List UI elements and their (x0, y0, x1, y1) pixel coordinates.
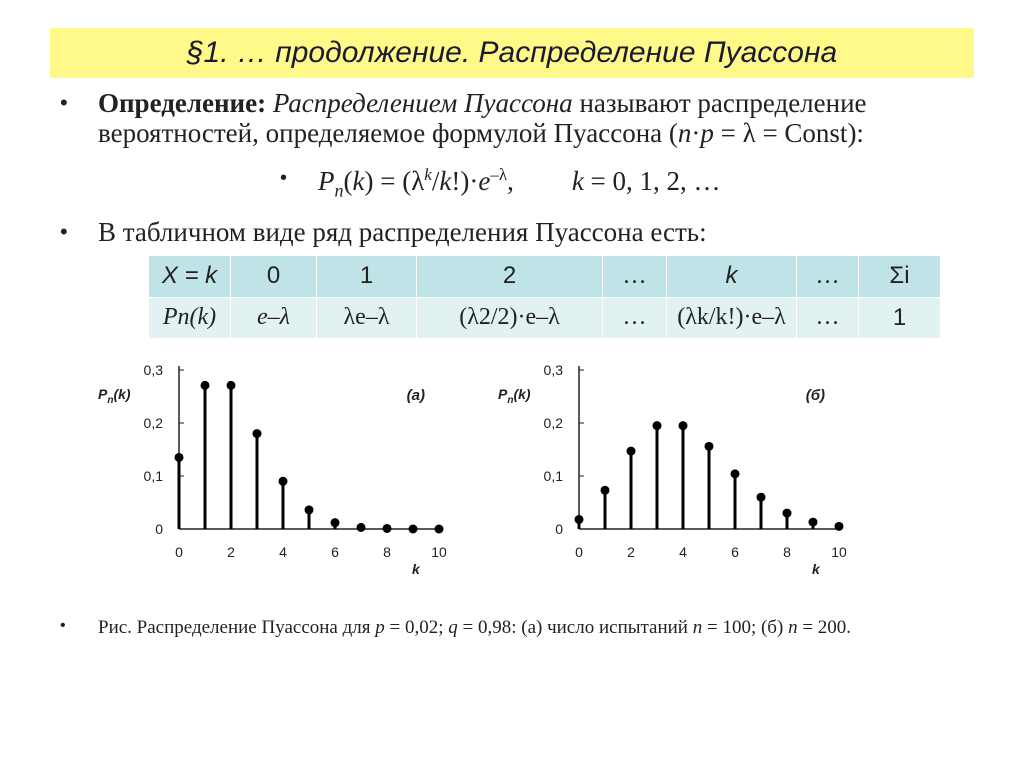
formula-kfact: k (439, 166, 452, 196)
data-point (757, 493, 766, 502)
data-point (279, 477, 288, 486)
definition-term: Распределением Пуассона (272, 88, 573, 118)
formula-slash: / (431, 166, 440, 196)
header-cell-sum: Σi (859, 256, 941, 298)
x-tick-label: 10 (831, 544, 847, 560)
bullet-icon: • (60, 617, 66, 634)
formula-p: P (318, 166, 335, 196)
bullet-icon: • (280, 167, 288, 189)
value-cell: … (797, 297, 859, 339)
data-point (357, 523, 366, 532)
x-tick-label: 10 (431, 544, 447, 560)
header-cell: … (603, 256, 667, 298)
formula-sub-n: n (334, 180, 344, 201)
formula-k-range-var: k (571, 166, 584, 196)
y-tick-label: 0,3 (143, 362, 163, 378)
data-point (227, 381, 236, 390)
y-tick-label: 0,1 (543, 468, 563, 484)
x-tick-label: 2 (227, 544, 235, 560)
row-label-cell: Pn(k) (149, 297, 231, 339)
data-point (175, 453, 184, 462)
x-tick-label: 0 (575, 544, 583, 560)
header-cell-x: X = k (149, 256, 231, 298)
table-intro (60, 217, 968, 247)
slide-title: §1. … продолжение. Распределение Пуассона (186, 36, 838, 69)
x-axis-label: k (412, 561, 420, 577)
caption-text: = 0,98: (а) число испытаний (457, 617, 693, 638)
formula-comma: , (507, 166, 514, 196)
bullet-icon: • (60, 219, 68, 244)
value-cell: (λ2/2)·e–λ (417, 297, 603, 339)
header-cell: 2 (417, 256, 603, 298)
chart-b (490, 355, 870, 585)
slide-title-bar (50, 28, 974, 78)
value-cell: λe–λ (317, 297, 417, 339)
caption-text: = 200. (797, 617, 852, 638)
caption-var: p (375, 617, 385, 638)
formula-sup-k: k (424, 165, 432, 184)
data-point (835, 522, 844, 531)
data-point (731, 469, 740, 478)
data-point (253, 429, 262, 438)
y-tick-label: 0,1 (143, 468, 163, 484)
definition-text: называют распределение вероятностей, определяемое формулой Пуассона ( (98, 88, 867, 148)
bullet-icon: • (60, 90, 68, 115)
header-cell: 1 (317, 256, 417, 298)
value-cell-sum: 1 (859, 297, 941, 339)
x-tick-label: 2 (627, 544, 635, 560)
caption-text: = 100; (б) (702, 617, 789, 638)
formula-mid: ) = (λ (364, 166, 425, 196)
distribution-table (148, 255, 941, 339)
data-point (809, 518, 818, 527)
header-cell: 0 (231, 256, 317, 298)
caption-var: n (788, 617, 798, 638)
definition-const: = λ = Const): (713, 118, 864, 148)
var-p: p (700, 118, 714, 148)
value-cell: e–λ (231, 297, 317, 339)
data-point (627, 447, 636, 456)
data-point (201, 381, 210, 390)
data-point (331, 518, 340, 527)
caption-var: n (692, 617, 703, 638)
formula-sup-lambda: –λ (490, 165, 508, 184)
header-cell: k (667, 256, 797, 298)
data-point (653, 421, 662, 430)
caption-text: = 0,02; (384, 617, 449, 638)
data-point (705, 442, 714, 451)
chart-title: (б) (805, 387, 825, 404)
chart-title: (а) (406, 387, 425, 404)
x-tick-label: 8 (783, 544, 791, 560)
value-cell: (λk/k!)·e–λ (667, 297, 797, 339)
var-n: n (677, 118, 692, 148)
chart-a (90, 355, 470, 585)
data-point (383, 524, 392, 533)
data-point (679, 421, 688, 430)
table-intro-text: В табличном виде ряд распределения Пуассона есть: (98, 217, 707, 247)
data-point (435, 525, 444, 534)
formula-e: e (478, 166, 491, 196)
formula-open: ( (343, 166, 353, 196)
y-tick-label: 0 (555, 521, 563, 537)
x-tick-label: 4 (279, 544, 287, 560)
table-value-row (149, 297, 941, 339)
caption-var: q (448, 617, 458, 638)
formula-k: k (352, 166, 365, 196)
data-point (601, 486, 610, 495)
caption-text: Рис. Распределение Пуассона для (98, 617, 376, 638)
x-tick-label: 6 (331, 544, 339, 560)
y-tick-label: 0 (155, 521, 163, 537)
formula-k-range: = 0, 1, 2, … (583, 166, 721, 196)
definition-paragraph (60, 88, 968, 148)
header-cell: … (797, 256, 859, 298)
y-axis-label: $P_n(k)$ (498, 386, 531, 406)
table-header-row (149, 256, 941, 298)
y-axis-label: $P_n(k)$ (98, 386, 131, 406)
x-tick-label: 6 (731, 544, 739, 560)
dot-operator: · (691, 118, 701, 148)
y-tick-label: 0,2 (143, 415, 163, 431)
y-tick-label: 0,2 (543, 415, 563, 431)
data-point (783, 509, 792, 518)
x-tick-label: 4 (679, 544, 687, 560)
x-tick-label: 8 (383, 544, 391, 560)
y-tick-label: 0,3 (543, 362, 563, 378)
x-axis-label: k (812, 561, 820, 577)
poisson-formula (280, 165, 721, 201)
x-tick-label: 0 (175, 544, 183, 560)
data-point (575, 515, 584, 524)
data-point (305, 505, 314, 514)
definition-label: Определение: (98, 88, 267, 118)
formula-bang: !)· (451, 166, 479, 196)
figure-caption (60, 617, 852, 639)
data-point (409, 525, 418, 534)
value-cell: … (603, 297, 667, 339)
